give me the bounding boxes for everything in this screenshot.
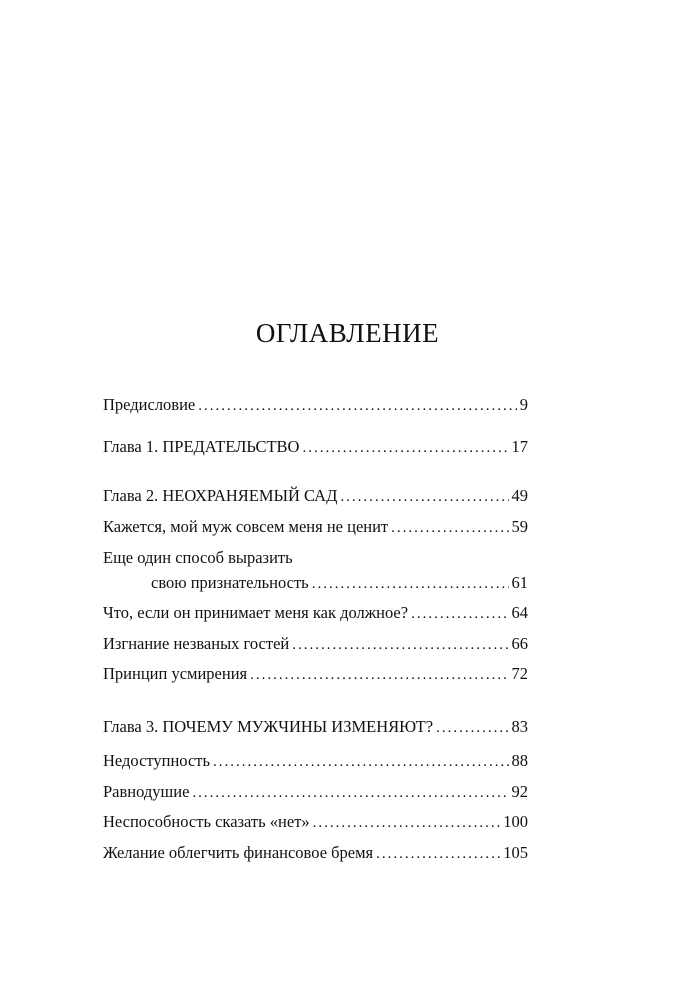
dot-leader bbox=[340, 490, 508, 505]
toc-entry-label: Неспособность сказать «нет» bbox=[103, 812, 310, 831]
toc-entry-label: Предисловие bbox=[103, 395, 196, 414]
toc-entry-page: 59 bbox=[511, 517, 528, 536]
toc-entry bbox=[103, 437, 528, 459]
toc-entry-page: 66 bbox=[511, 634, 528, 653]
dot-leader bbox=[436, 721, 508, 736]
toc-entry bbox=[103, 782, 528, 804]
toc-entry bbox=[103, 812, 528, 834]
dot-leader bbox=[250, 668, 508, 683]
toc-entry bbox=[103, 573, 528, 595]
toc-entry-page: 92 bbox=[511, 782, 528, 801]
toc-entry-page: 88 bbox=[511, 751, 528, 770]
toc-entry bbox=[103, 486, 528, 508]
toc-entry-label: Принцип усмирения bbox=[103, 664, 248, 683]
toc-entry-page: 105 bbox=[503, 843, 528, 862]
dot-leader bbox=[391, 521, 508, 536]
dot-leader bbox=[376, 847, 500, 862]
dot-leader bbox=[198, 399, 517, 414]
toc-entry-label: Глава 2. НЕОХРАНЯЕМЫЙ САД bbox=[103, 486, 338, 505]
toc-entry-page: 61 bbox=[511, 573, 528, 592]
toc-entry-label: Кажется, мой муж совсем меня не ценит bbox=[103, 517, 389, 536]
toc-entry-page: 100 bbox=[503, 812, 528, 831]
toc-entry-label-line1: Еще один способ выразить bbox=[103, 548, 293, 567]
toc-entry-label: свою признательность bbox=[151, 573, 309, 592]
toc-entry bbox=[103, 751, 528, 773]
dot-leader bbox=[302, 441, 508, 456]
toc-entry-label: Глава 3. ПОЧЕМУ МУЖЧИНЫ ИЗМЕНЯЮТ? bbox=[103, 717, 434, 736]
toc-entry bbox=[103, 603, 528, 625]
toc-entry-label: Недоступность bbox=[103, 751, 211, 770]
page-title: ОГЛАВЛЕНИЕ bbox=[255, 318, 440, 348]
toc-entry bbox=[103, 395, 528, 417]
toc-entry-label: Желание облегчить финансовое бремя bbox=[103, 843, 374, 862]
dot-leader bbox=[411, 607, 508, 622]
toc-entry bbox=[103, 517, 528, 539]
toc-entry bbox=[103, 634, 528, 656]
toc-entry-page: 49 bbox=[511, 486, 528, 505]
toc-entry-label: Равнодушие bbox=[103, 782, 190, 801]
dot-leader bbox=[312, 577, 509, 592]
toc-entry-page: 72 bbox=[511, 664, 528, 683]
dot-leader bbox=[292, 638, 508, 653]
toc-entry bbox=[103, 717, 528, 739]
toc-entry-page: 83 bbox=[511, 717, 528, 736]
toc-entry-label: Что, если он принимает меня как должное? bbox=[103, 603, 409, 622]
toc-entry-page: 64 bbox=[511, 603, 528, 622]
toc-entry-label: Глава 1. ПРЕДАТЕЛЬСТВО bbox=[103, 437, 300, 456]
toc-entry bbox=[103, 664, 528, 686]
dot-leader bbox=[192, 786, 508, 801]
dot-leader bbox=[213, 755, 508, 770]
toc-entry-label: Изгнание незваных гостей bbox=[103, 634, 290, 653]
toc-entry-page: 17 bbox=[511, 437, 528, 456]
dot-leader bbox=[313, 816, 501, 831]
toc-entry-page: 9 bbox=[519, 395, 528, 414]
toc-entry bbox=[103, 843, 528, 865]
